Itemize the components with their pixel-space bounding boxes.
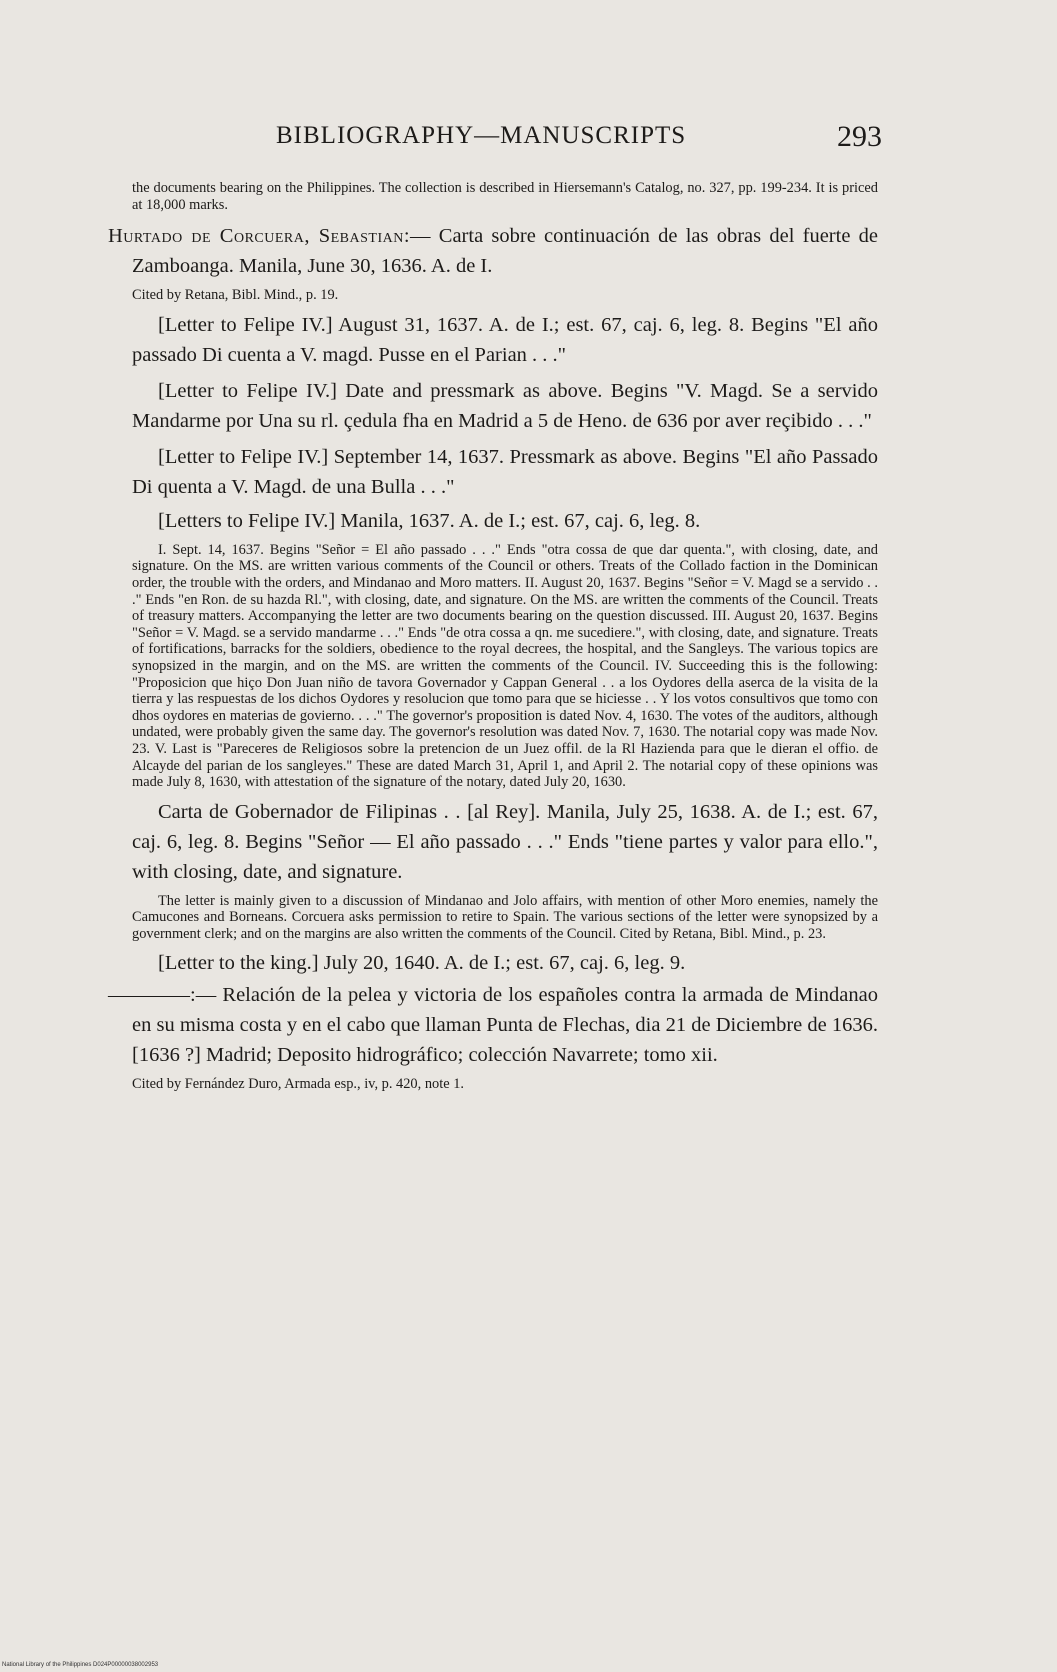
bibliography-entry (108, 980, 878, 1070)
bibliography-entry: [Letter to Felipe IV.] September 14, 1637. Pressmark as above. Begins "El año Passado Di quenta a V. Magd. de una Bulla . . ." (132, 445, 878, 498)
bibliography-entry: [Letter to the king.] July 20, 1640. A. de I.; est. 67, caj. 6, leg. 9. (158, 952, 686, 975)
author-name: Hurtado de Corcuera, Sebastian: (108, 225, 411, 248)
scan-footer: National Library of the Philippines D024P00000038002953 (2, 1662, 159, 1668)
running-head: BIBLIOGRAPHY—MANUSCRIPTS (276, 122, 687, 149)
page-number: 293 (837, 120, 882, 153)
bibliography-entry: [Letter to Felipe IV.] Date and pressmark as above. Begins "V. Magd. Se a servido Mandarme por Una su rl. çedula fha en Madrid a 5 de Heno. de 636 por aver reçibido . . ." (132, 379, 878, 432)
entry-text: — Carta sobre continuación de las obras del fuerte de Zamboanga. Manila, June 30, 1636. A. de I. (132, 225, 878, 278)
page-body (108, 180, 878, 1093)
bibliography-entry: Carta de Gobernador de Filipinas . . [al Rey]. Manila, July 25, 1638. A. de I.; est. 67, caj. 6, leg. 8. Begins "Señor — El año passado . . ." Ends "tiene partes y valor para ello.", with closing, date, and signature. (132, 800, 878, 883)
bibliography-entry: [Letters to Felipe IV.] Manila, 1637. A. de I.; est. 67, caj. 6, leg. 8. (158, 509, 701, 532)
ditto-dash: ———— (108, 984, 190, 1007)
page-header (112, 122, 882, 156)
bibliography-entry: [Letter to Felipe IV.] August 31, 1637. A. de I.; est. 67, caj. 6, leg. 8. Begins "El año passado Di cuenta a V. magd. Pusse en el Parian . . ." (132, 313, 878, 366)
note-paragraph: The letter is mainly given to a discussion of Mindanao and Jolo affairs, with mention of other Moro enemies, namely the Camucones and Borneans. Corcuera asks permission to retire to Spain. The various sections of the letter were synopsized by a government clerk; and on the margins are also written the comments of the Council. Cited by Retana, Bibl. Mind., p. 23. (132, 892, 878, 942)
entry-text: :— Relación de la pelea y victoria de los españoles contra la armada de Mindanao en su misma costa y en el cabo que llaman Punta de Flechas, dia 21 de Diciembre de 1636. [1636 ?] Madrid; Deposito hidrográfico; colección Navarrete; tomo xii. (132, 984, 878, 1067)
citation-note: Cited by Retana, Bibl. Mind., p. 19. (132, 287, 339, 304)
citation-note: Cited by Fernández Duro, Armada esp., iv, p. 420, note 1. (132, 1076, 464, 1093)
note-paragraph: the documents bearing on the Philippines. The collection is described in Hiersemann's Catalog, no. 327, pp. 199-234. It is priced at 18,000 marks. (132, 180, 878, 213)
bibliography-entry (108, 221, 878, 281)
note-paragraph: I. Sept. 14, 1637. Begins "Señor = El año passado . . ." Ends "otra cossa de que dar quenta.", with closing, date, and signature. On the MS. are written various comments of the Council or others. Treats of the Collado faction in the Dominican order, the trouble with the orders, and Mindanao and Moro matters. II. August 20, 1637. Begins "Señor = V. Magd se a servido . . ." Ends "en Ron. de su hazda Rl.", with closing, date, and signature. On the MS. are written the comments of the Council. Treats of treasury matters. Accompanying the letter are two documents bearing on the question discussed. III. August 20, 1637. Begins "Señor = V. Magd. se a servido mandarme . . ." Ends "de otra cossa a qn. me sucediere.", with closing, date, and signature. Treats of fortifications, barracks for the soldiers, obedience to the royal decrees, the hospital, and the Sangleys. The various topics are synopsized in the margin, and on the MS. are written the comments of the Council. IV. Succeeding this is the following: "Proposicion que hiço Don Juan niño de tavora Governador y Cappan General . . a los Oydores della aserca de la visita de la tierra y las respuestas de los dichos Oydores y resolucion que tomo para que se hiciesse . . Y los votos consultivos que tomo con dhos oydores en materias de govierno. . . ." The governor's proposition is dated Nov. 4, 1630. The votes of the auditors, although undated, were probably given the same day. The governor's resolution was dated Nov. 7, 1630. The notarial copy was made Nov. 23. V. Last is "Pareceres de Religiosos sobre la pretencion de un Juez offil. de la Rl Hazienda para que le dieran el offio. de Alcayde del parian de los sangleyes." These are dated March 31, April 1, and April 2. The notarial copy of these opinions was made July 8, 1630, with attestation of the signature of the notary, dated July 20, 1630. (132, 541, 878, 791)
